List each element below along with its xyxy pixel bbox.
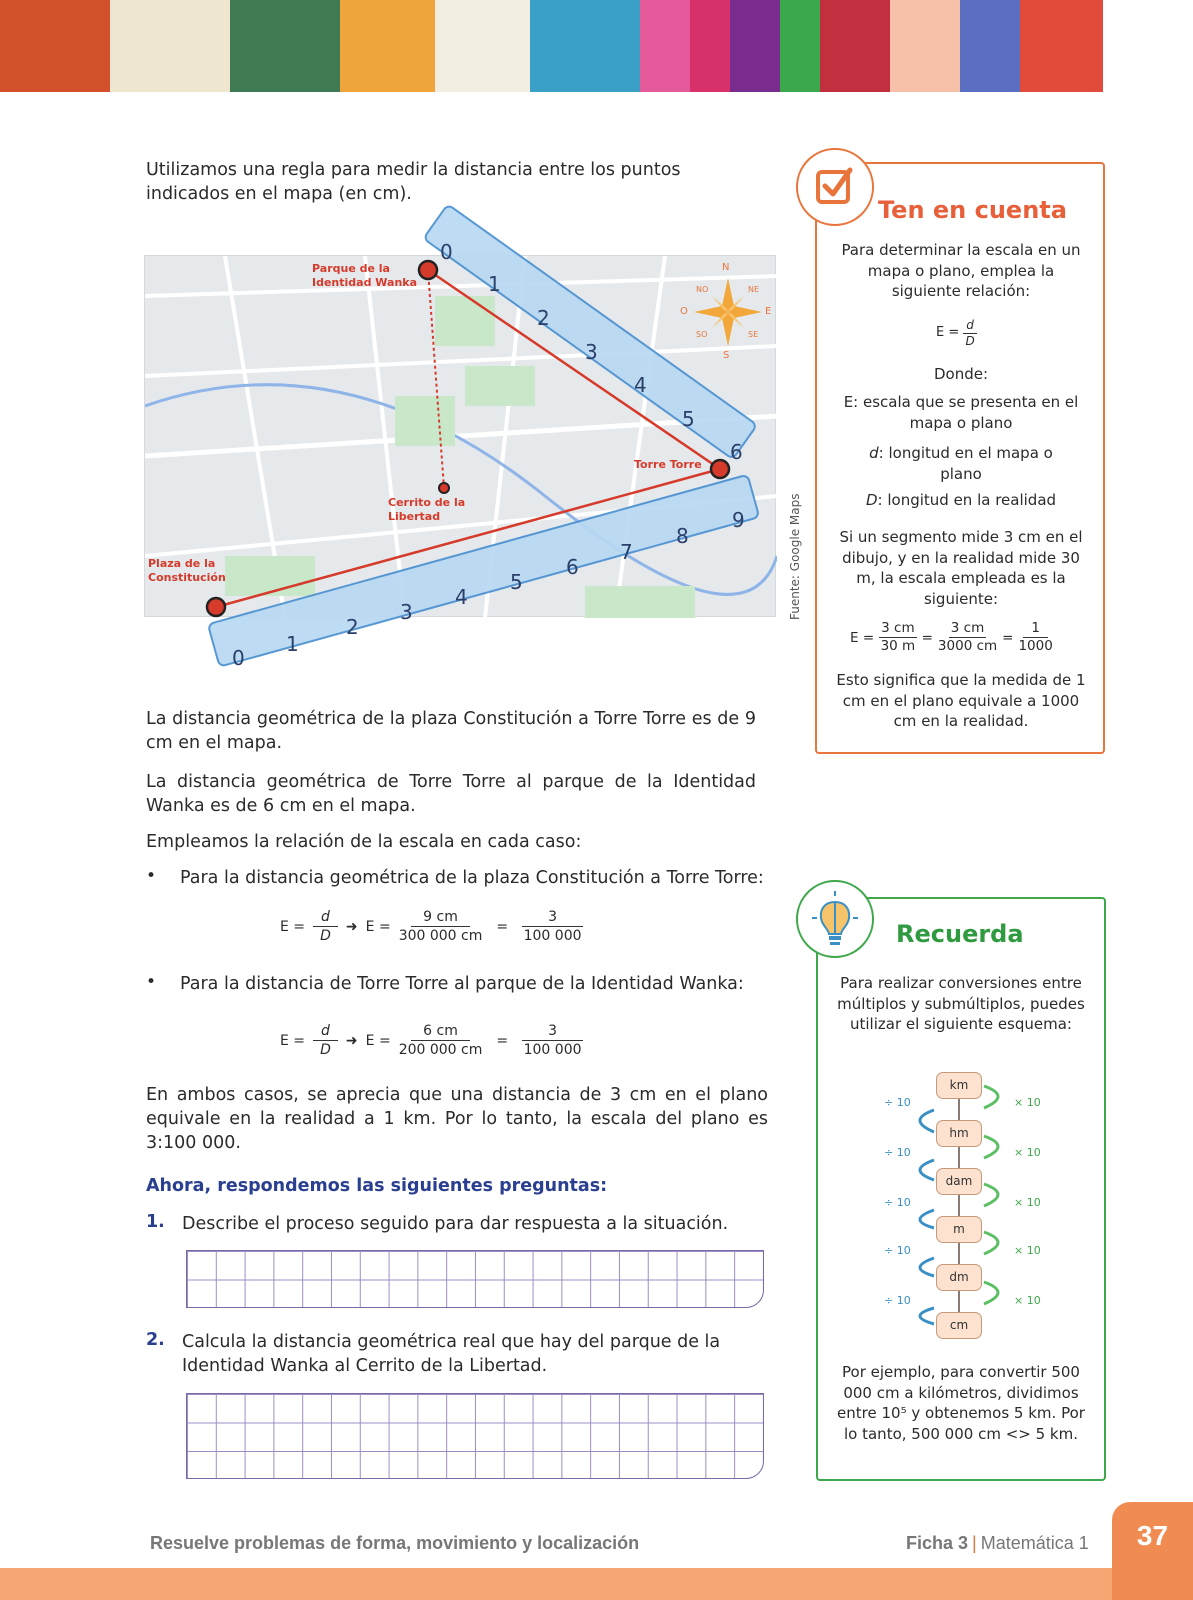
compass-s: S [723, 350, 730, 361]
unit-dam: dam [936, 1168, 982, 1195]
footer-competence: Resuelve problemas de forma, movimiento y localización [150, 1533, 640, 1553]
bullet-2-dot: • [146, 972, 157, 992]
ruler-bottom-tick: 1 [286, 632, 299, 656]
compass-se: SE [748, 330, 759, 339]
ten-en-cuenta-example: Si un segmento mide 3 cm en el dibujo, y en la realidad mide 30 m, la escala empleada es la siguiente: [839, 528, 1083, 608]
ruler-top-tick: 1 [488, 272, 501, 296]
point-torre [711, 460, 729, 478]
ruler-top-tick: 5 [682, 407, 695, 431]
unit-dm: dm [936, 1264, 982, 1291]
compass-n: N [722, 262, 730, 273]
mul-label: × 10 [1014, 1096, 1041, 1109]
div-label: ÷ 10 [884, 1294, 911, 1307]
unit-m: m [936, 1216, 982, 1243]
mul-label: × 10 [1014, 1244, 1041, 1257]
example-equation: E = $\frac{3 cm}{30 m}$ = $\frac{3 cm}{3000 cm}$ = $\frac{1}{1000}$ [850, 620, 1053, 654]
donde-label: Donde: [933, 365, 989, 383]
def-D: D: longitud en la realidad [865, 491, 1057, 509]
equation-2: E = $\frac{d}{D}$ ➜ E = $\frac{6 cm}{200 000 cm}$ = $\frac{3}{100 000}$ [280, 1023, 582, 1058]
ruler-top-tick: 0 [440, 240, 453, 264]
div-label: ÷ 10 [884, 1196, 911, 1209]
ruler-bottom-tick: 8 [676, 524, 689, 548]
ruler-bottom-tick: 4 [455, 585, 468, 609]
paragraph-relation: Empleamos la relación de la escala en cada caso: [146, 832, 582, 852]
ruler-top-tick: 3 [585, 340, 598, 364]
ten-en-cuenta-conclusion: Esto significa que la medida de 1 cm en el plano equivale a 1000 cm en la realidad. [836, 671, 1086, 730]
bullet-2-text: Para la distancia de Torre Torre al parque de la Identidad Wanka: [180, 974, 744, 994]
label-cerrito: Cerrito de la Libertad [388, 496, 466, 523]
question-1-number: 1. [146, 1212, 165, 1232]
question-2-number: 2. [146, 1330, 165, 1350]
checklist-icon [796, 148, 874, 226]
ruler-top-tick: 4 [634, 373, 647, 397]
def-e: E: escala que se presenta en el mapa o plano [843, 393, 1079, 432]
paragraph-distance-1: La distancia geométrica de la plaza Constitución a Torre Torre es de 9 cm en el mapa. [146, 709, 756, 753]
compass-so: SO [696, 330, 708, 339]
div-label: ÷ 10 [884, 1096, 911, 1109]
bullet-1-text: Para la distancia geométrica de la plaza Constitución a Torre Torre: [180, 868, 764, 888]
paragraph-conclusion: En ambos casos, se aprecia que una distancia de 3 cm en el plano equivale en la realidad a 1 km. Por lo tanto, la escala del plano es 3:100 000. [146, 1085, 768, 1153]
mul-label: × 10 [1014, 1196, 1041, 1209]
ruler-bottom-tick: 9 [732, 508, 745, 532]
label-plaza: Plaza de la Constitución [148, 557, 226, 584]
mul-label: × 10 [1014, 1146, 1041, 1159]
question-1-text: Describe el proceso seguido para dar respuesta a la situación. [182, 1214, 729, 1234]
recuerda-title: Recuerda [896, 920, 1024, 948]
ruler-bottom-tick: 6 [566, 555, 579, 579]
brain-idea-icon [796, 880, 874, 958]
ruler-bottom-tick: 2 [346, 615, 359, 639]
question-2-text: Calcula la distancia geométrica real que hay del parque de la Identidad Wanka al Cerrito de la Libertad. [182, 1332, 721, 1376]
ruler-bottom-tick: 5 [510, 570, 523, 594]
ruler-top-tick: 2 [537, 306, 550, 330]
unit-hm: hm [936, 1120, 982, 1147]
ten-en-cuenta-intro: Para determinar la escala en un mapa o plano, emplea la siguiente relación: [841, 241, 1081, 300]
line-parque-cerrito [428, 270, 444, 488]
div-label: ÷ 10 [884, 1244, 911, 1257]
mul-label: × 10 [1014, 1294, 1041, 1307]
arrow-icon: ➜ [345, 918, 358, 935]
equation-1: E = $\frac{d}{D}$ ➜ E = $\frac{9 cm}{300 000 cm}$ = $\frac{3}{100 000}$ [280, 909, 582, 944]
recuerda-example: Por ejemplo, para convertir 500 000 cm a kilómetros, dividimos entre 10⁵ y obtenemos 5 km. Por lo tanto, 500 000 cm <> 5 km. [837, 1363, 1085, 1443]
label-torre: Torre Torre [634, 458, 702, 471]
compass-no: NO [696, 285, 709, 294]
answer-grid-2[interactable] [186, 1393, 764, 1479]
ten-en-cuenta-title: Ten en cuenta [878, 196, 1067, 224]
div-label: ÷ 10 [884, 1146, 911, 1159]
ruler-top-tick: 6 [730, 440, 743, 464]
answer-grid-1[interactable] [186, 1250, 764, 1308]
arrow-icon: ➜ [345, 1032, 358, 1049]
paragraph-distance-2: La distancia geométrica de Torre Torre al parque de la Identidad Wanka es de 6 cm en el mapa. [146, 772, 756, 816]
compass-o: O [680, 306, 688, 317]
point-plaza [207, 598, 225, 616]
def-d: d: longitud en el mapa o plano [869, 444, 1053, 483]
footer-bar [0, 1568, 1193, 1600]
map-source: Fuente: Google Maps [788, 493, 802, 620]
page-number: 37 [1112, 1502, 1193, 1600]
questions-title: Ahora, respondemos las siguientes preguntas: [146, 1176, 608, 1196]
label-parque: Parque de la Identidad Wanka [312, 262, 418, 289]
unit-cm: cm [936, 1312, 982, 1339]
compass-ne: NE [748, 285, 760, 294]
point-cerrito [439, 483, 449, 493]
ruler-bottom [208, 475, 759, 667]
recuerda-intro: Para realizar conversiones entre múltiplos y submúltiplos, puedes utilizar el siguiente esquema: [837, 974, 1085, 1033]
ruler-bottom-tick: 3 [400, 600, 413, 624]
ruler-bottom-tick: 7 [620, 540, 633, 564]
footer-ficha: Ficha 3 | Matemática 1 [906, 1533, 1089, 1553]
intro-text: Utilizamos una regla para medir la distancia entre los puntos indicados en el mapa (en cm). [146, 160, 681, 204]
unit-km: km [936, 1072, 982, 1099]
scale-formula: E = $\frac{d}{D}$ [936, 318, 977, 349]
compass-e: E [765, 306, 772, 317]
ruler-bottom-tick: 0 [232, 646, 245, 670]
bullet-1-dot: • [146, 866, 157, 886]
